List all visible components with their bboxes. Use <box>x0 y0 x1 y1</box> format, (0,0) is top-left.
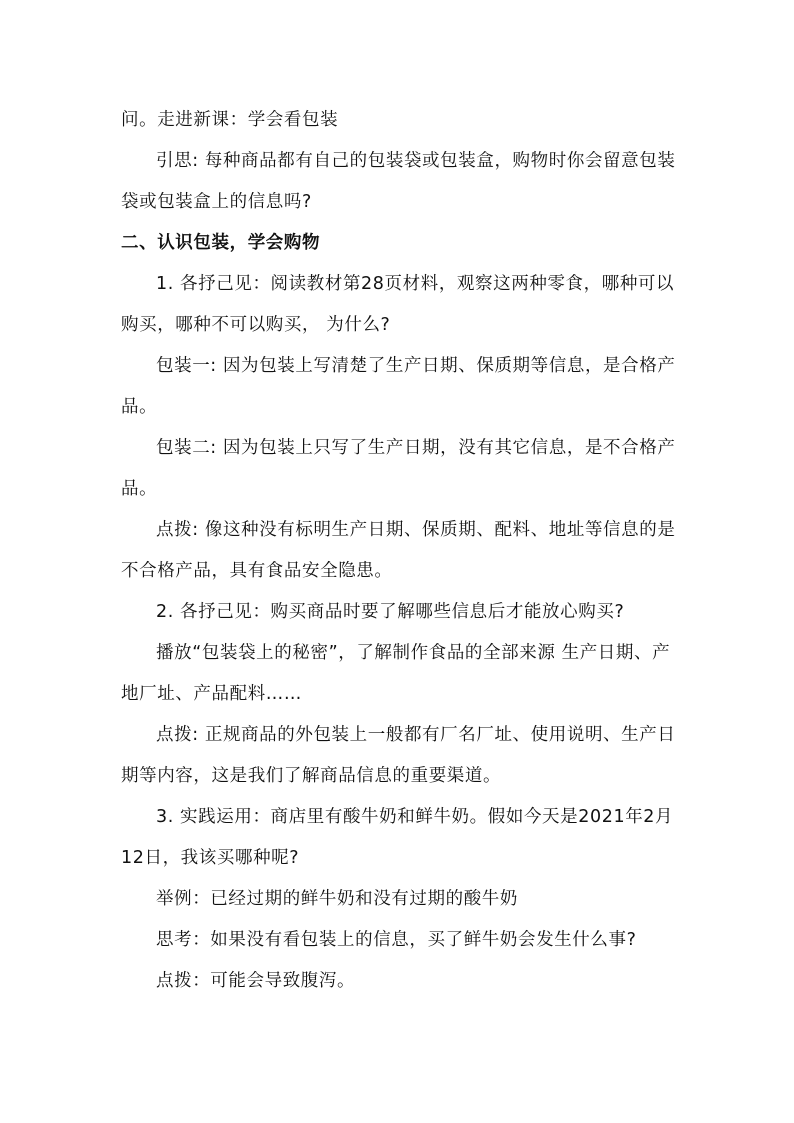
paragraph-item-3: 3. 实践运用：商店里有酸牛奶和鲜牛奶。假如今天是2021年2月12日，我该买哪种呢? <box>121 807 674 868</box>
paragraph-think: 思考：如果没有看包装上的信息，买了鲜牛奶会发生什么事? <box>156 930 637 950</box>
document-body <box>121 100 681 1002</box>
paragraph-item-1: 1. 各抒己见：阅读教材第28页材料，观察这两种零食，哪种可以购买，哪种不可以购买， 为什么? <box>121 274 675 335</box>
section-heading: 二、认识包装，学会购物 <box>121 233 321 253</box>
paragraph-tip-2: 点拨: 正规商品的外包装上一般都有厂名厂址、使用说明、生产日期等内容，这是我们了解商品信息的重要渠道。 <box>121 725 676 786</box>
paragraph-question: 引思: 每种商品都有自己的包装袋或包装盒，购物时你会留意包装袋或包装盒上的信息吗? <box>121 151 676 212</box>
paragraph-example: 举例：已经过期的鲜牛奶和没有过期的酸牛奶 <box>156 889 518 909</box>
paragraph-package-1: 包装一: 因为包装上写清楚了生产日期、保质期等信息，是合格产品。 <box>121 356 676 417</box>
paragraph-item-2: 2. 各抒己见：购买商品时要了解哪些信息后才能放心购买? <box>156 602 625 622</box>
paragraph-package-2: 包装二: 因为包装上只写了生产日期，没有其它信息，是不合格产品。 <box>121 438 676 499</box>
paragraph-intro: 问。走进新课：学会看包装 <box>121 110 339 130</box>
paragraph-tip-3: 点拨：可能会导致腹泻。 <box>156 971 356 991</box>
paragraph-video: 播放“包装袋上的秘密”，了解制作食品的全部来源 生产日期、产地厂址、产品配料…… <box>121 643 671 704</box>
paragraph-tip-1: 点拨: 像这种没有标明生产日期、保质期、配料、地址等信息的是不合格产品，具有食品安全隐患。 <box>121 520 676 581</box>
